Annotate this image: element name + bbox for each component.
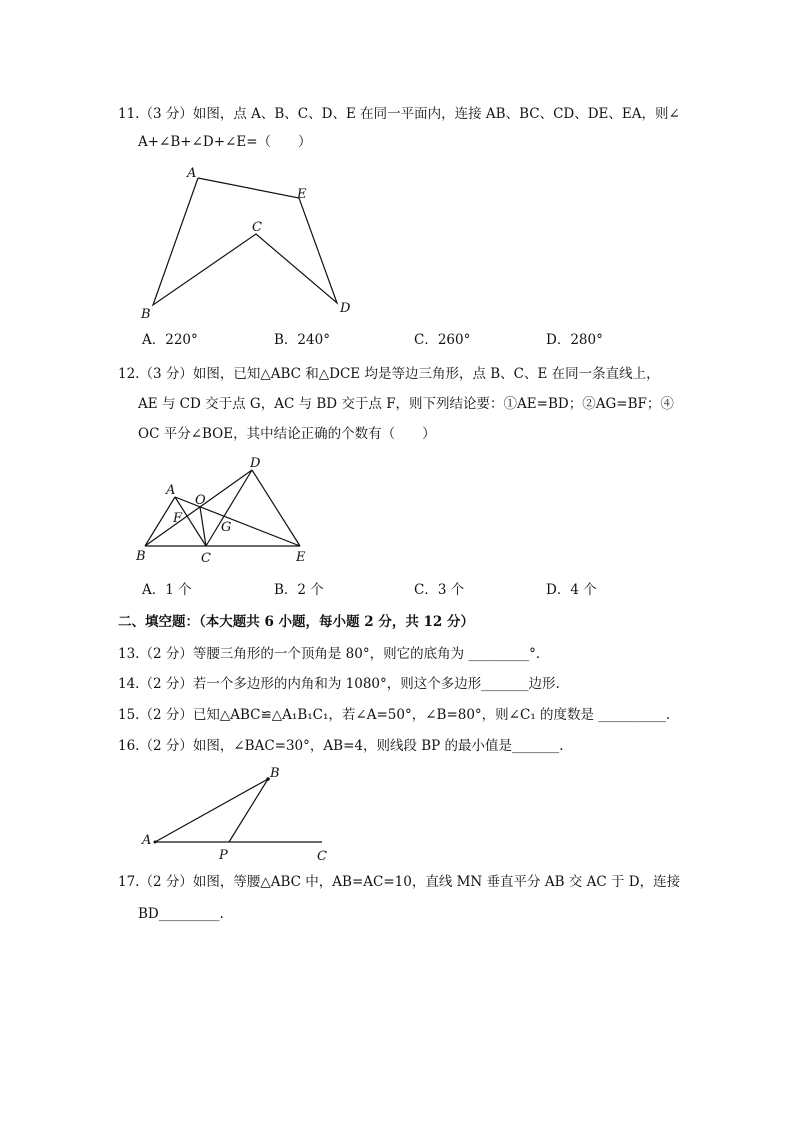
q11-text-line2: A+∠B+∠D+∠E=（ ） bbox=[138, 134, 312, 150]
section2-heading: 二、填空题：（本大题共 6 小题，每小题 2 分，共 12 分） bbox=[118, 614, 475, 630]
q12-label-f: F bbox=[173, 511, 183, 526]
q14-text: 14.（2 分）若一个多边形的内角和为 1080°，则这个多边形_______边形. bbox=[118, 676, 560, 692]
q12-label-b: B bbox=[136, 549, 146, 564]
q16-text: 16.（2 分）如图，∠BAC=30°，AB=4，则线段 BP 的最小值是_______. bbox=[118, 738, 564, 754]
q12-label-e: E bbox=[296, 550, 306, 565]
q12-option-c[interactable]: C．3 个 bbox=[414, 582, 465, 598]
q12-option-d[interactable]: D．4 个 bbox=[546, 582, 597, 598]
q11-option-c[interactable]: C．260° bbox=[414, 332, 471, 348]
q12-text-line3: OC 平分∠BOE，其中结论正确的个数有（ ） bbox=[138, 426, 436, 442]
q17-text-line1: 17.（2 分）如图，等腰△ABC 中，AB=AC=10，直线 MN 垂直平分 AB 交 AC 于 D，连接 bbox=[118, 874, 681, 890]
q16-label-b: B bbox=[270, 766, 280, 781]
q15-text: 15.（2 分）已知△ABC≌△A₁B₁C₁，若∠A=50°，∠B=80°，则∠C₁ 的度数是 __________. bbox=[118, 707, 671, 723]
q12-text-line2: AE 与 CD 交于点 G，AC 与 BD 交于点 F，则下列结论要：①AE=BD；②AG=BF；④ bbox=[138, 396, 674, 412]
q12-label-c: C bbox=[201, 551, 211, 566]
q11-label-e: E bbox=[297, 187, 307, 202]
q12-text-line1: 12.（3 分）如图，已知△ABC 和△DCE 均是等边三角形，点 B、C、E 在同一条直线上， bbox=[118, 366, 660, 382]
q16-label-c: C bbox=[317, 849, 327, 864]
q11-text-line1: 11.（3 分）如图，点 A、B、C、D、E 在同一平面内，连接 AB、BC、CD、DE、EA，则∠ bbox=[118, 106, 680, 122]
q11-label-d: D bbox=[340, 301, 351, 316]
q11-label-b: B bbox=[141, 307, 151, 322]
q12-option-b[interactable]: B．2 个 bbox=[274, 582, 324, 598]
q12-option-a[interactable]: A．1 个 bbox=[142, 582, 192, 598]
q11-option-a[interactable]: A．220° bbox=[142, 332, 198, 348]
q12-label-d: D bbox=[250, 456, 261, 471]
q17-text-line2: BD_________. bbox=[138, 906, 224, 922]
q11-option-d[interactable]: D．280° bbox=[546, 332, 603, 348]
q12-label-o: O bbox=[195, 493, 206, 508]
q16-label-a: A bbox=[142, 833, 152, 848]
q13-text: 13.（2 分）等腰三角形的一个顶角是 80°，则它的底角为 _________°． bbox=[118, 646, 550, 662]
q12-label-a: A bbox=[166, 483, 176, 498]
q11-label-a: A bbox=[187, 166, 197, 181]
q11-label-c: C bbox=[252, 220, 262, 235]
q12-label-g: G bbox=[221, 520, 232, 535]
q11-option-b[interactable]: B．240° bbox=[274, 332, 330, 348]
q16-label-p: P bbox=[219, 848, 228, 863]
